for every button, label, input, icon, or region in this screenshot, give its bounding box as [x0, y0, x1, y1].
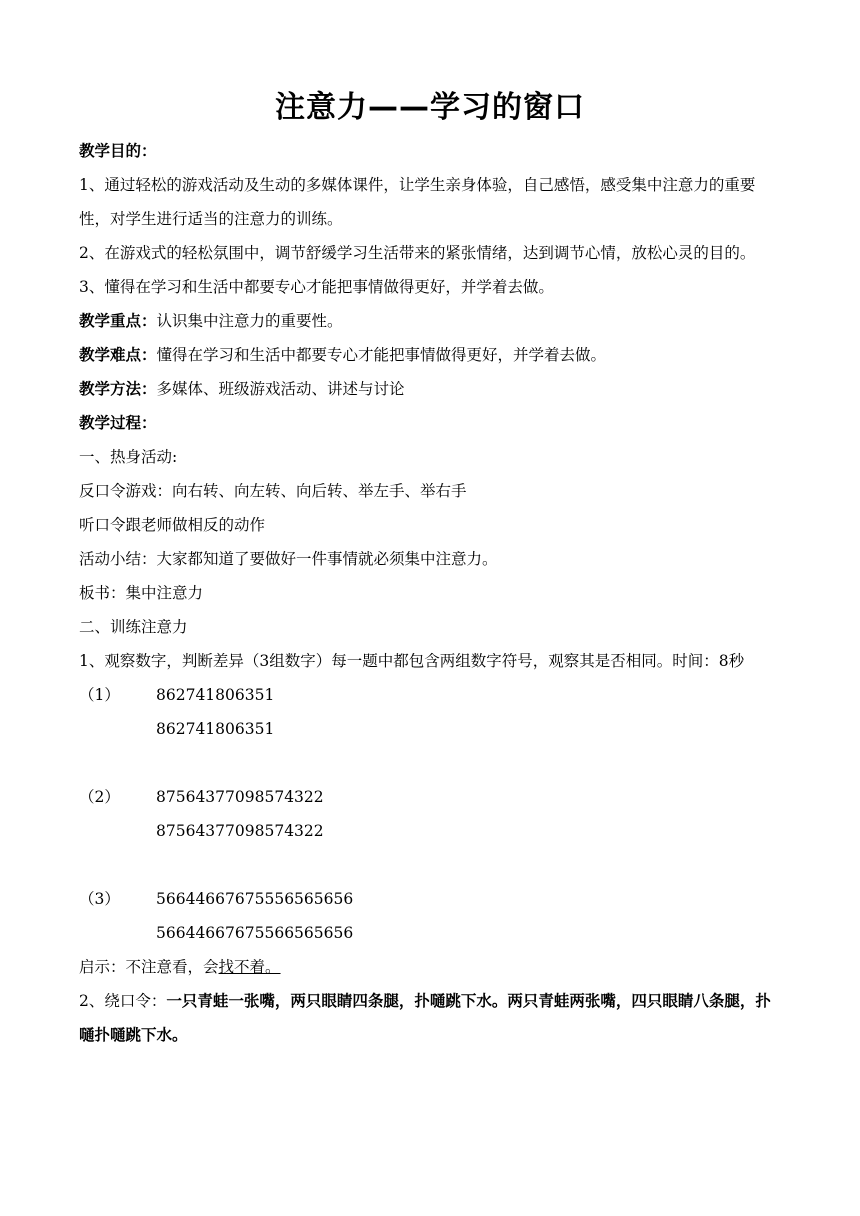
process-heading: 教学过程：: [79, 413, 157, 432]
section1-line-1: 反口令游戏：向右转、向左转、向后转、举左手、举右手: [79, 482, 467, 500]
key-point-text: 认识集中注意力的重要性。: [156, 312, 343, 330]
tongue-twister: 一只青蛙一张嘴，两只眼睛四条腿，扑嗵跳下水。两只青蛙两张嘴，四只眼睛八条腿，扑嗵扑嗵跳下水。: [79, 991, 771, 1044]
hint-prefix: 启示：不注意看，会: [79, 958, 219, 976]
number-group-3-index: （3）: [79, 890, 120, 908]
number-group-3-a: 56644667675556565656: [156, 890, 354, 908]
number-group-1-index: （1）: [79, 686, 120, 704]
spacer: [79, 848, 785, 882]
method: [79, 372, 785, 406]
page-title: 注意力——学习的窗口: [275, 90, 585, 125]
number-group-2-row-b: [79, 814, 785, 848]
objective-item-3: 3、懂得在学习和生活中都要专心才能把事情做得更好，并学着去做。: [79, 278, 554, 296]
number-group-1-row-b: [79, 712, 785, 746]
number-group-1-row-a: [79, 678, 785, 712]
number-group-2-index: （2）: [79, 788, 120, 806]
hint-underlined: 找不着。: [218, 958, 281, 976]
method-text: 多媒体、班级游戏活动、讲述与讨论: [156, 380, 405, 398]
difficulty: [79, 338, 785, 372]
difficulty-text: 懂得在学习和生活中都要专心才能把事情做得更好，并学着去做。: [156, 346, 607, 364]
objective-item-1: 1、通过轻松的游戏活动及生动的多媒体课件，让学生亲身体验，自己感悟，感受集中注意力的重要性，对学生进行适当的注意力的训练。: [79, 176, 756, 228]
section1-line-2: 听口令跟老师做相反的动作: [79, 516, 266, 534]
number-group-2-b: 87564377098574322: [156, 822, 324, 840]
objectives-heading: 教学目的：: [79, 141, 157, 160]
hint-line: [79, 950, 785, 984]
number-group-3-b: 56644667675566565656: [156, 924, 354, 942]
section2-title: 二、训练注意力: [79, 618, 188, 636]
section1-line-3: 活动小结：大家都知道了要做好一件事情就必须集中注意力。: [79, 550, 498, 568]
document-body: [79, 134, 785, 1052]
key-point-label: 教学重点：: [79, 311, 157, 330]
number-group-2-row-a: [79, 780, 785, 814]
task2-prefix: 2、绕口令：: [79, 992, 167, 1010]
difficulty-label: 教学难点：: [79, 345, 157, 364]
spacer: [79, 746, 785, 780]
section1-title: 一、热身活动:: [79, 448, 178, 466]
task2-line: [79, 984, 785, 1052]
number-group-1-a: 862741806351: [156, 686, 275, 704]
objective-item-2: 2、在游戏式的轻松氛围中，调节舒缓学习生活带来的紧张情绪，达到调节心情，放松心灵的目的。: [79, 244, 756, 262]
number-group-3-row-b: [79, 916, 785, 950]
method-label: 教学方法：: [79, 379, 157, 398]
section1-line-4: 板书：集中注意力: [79, 584, 204, 602]
number-group-1-b: 862741806351: [156, 720, 275, 738]
number-group-3-row-a: [79, 882, 785, 916]
number-group-2-a: 87564377098574322: [156, 788, 324, 806]
key-point: [79, 304, 785, 338]
task1-text: 1、观察数字，判断差异（3组数字）每一题中都包含两组数字符号，观察其是否相同。时间：8秒: [79, 652, 745, 670]
